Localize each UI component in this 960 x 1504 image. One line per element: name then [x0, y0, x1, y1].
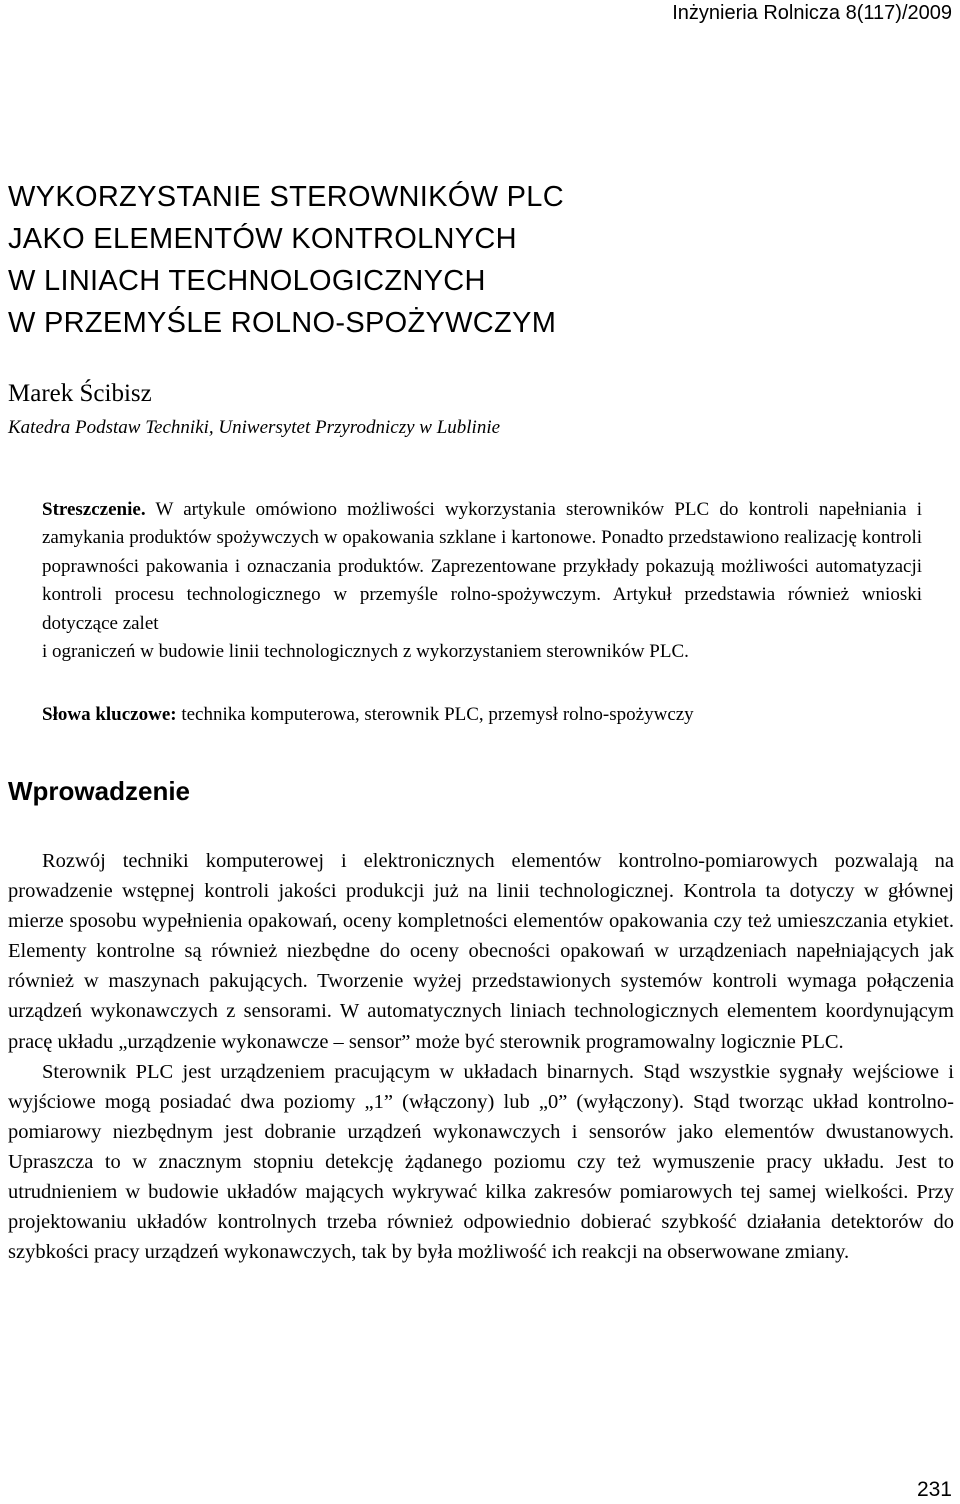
abstract-paragraph	[42, 496, 922, 638]
section-heading: Wprowadzenie	[8, 776, 191, 806]
title-line: JAKO ELEMENTÓW KONTROLNYCH	[8, 223, 517, 255]
author-name: Marek Ścibisz	[8, 380, 152, 407]
abstract-label: Streszczenie.	[42, 499, 146, 520]
title-line: W PRZEMYŚLE ROLNO-SPOŻYWCZYM	[8, 307, 557, 339]
journal-header: Inżynieria Rolnicza 8(117)/2009	[672, 2, 952, 24]
keywords-label: Słowa kluczowe:	[42, 704, 177, 725]
abstract-paragraph-continued	[42, 638, 922, 666]
body-paragraph: Rozwój techniki komputerowej i elektronicznych elementów kontrolno-pomiarowych pozwalają na prowadzenie wstępnej kontroli jakości produkcji już na linii technologicznej. Kontrola ta dotyczy w głównej mierze sposobu wypełnienia opakowań, oceny kompletności elementów opakowania czy też umieszczania etykiet. Elementy kontrolne są również niezbędne do oceny obecności opakowań w urządzeniach napełniających jak również w maszynach pakujących. Tworzenie wyżej przedstawionych systemów kontroli wymaga połączenia urządzeń wykonawczych z sensorami. W automatycznych liniach technologicznych elementem koordynującym pracę układu „urządzenie wykonawcze – sensor” może być sterownik programowalny logicznie PLC.	[8, 850, 954, 1053]
abstract-text: W artykule omówiono możliwości wykorzystania sterowników PLC do kontroli napełniania i zamykania produktów spożywczych w opakowania szklane i kartonowe. Ponadto przedstawiono realizację kontroli poprawności pakowania i oznaczania produktów. Zaprezentowane przykłady pokazują możliwości automatyzacji kontroli procesu technologicznego w przemyśle rolno-spożywczym. Artykuł przedstawia również wnioski dotyczące zalet	[42, 499, 922, 634]
section-body	[8, 846, 954, 1267]
abstract-text-continued: i ograniczeń w budowie linii technologicznych z wykorzystaniem sterowników PLC.	[42, 641, 689, 663]
abstract	[42, 496, 922, 666]
page-number: 231	[916, 1478, 952, 1501]
author-affiliation: Katedra Podstaw Techniki, Uniwersytet Przyrodniczy w Lublinie	[8, 417, 501, 438]
article-title	[8, 176, 938, 344]
title-line: W LINIACH TECHNOLOGICZNYCH	[8, 265, 486, 297]
title-line: WYKORZYSTANIE STEROWNIKÓW PLC	[8, 181, 564, 213]
body-paragraph: Sterownik PLC jest urządzeniem pracującym w układach binarnych. Stąd wszystkie sygnały wejściowe i wyjściowe mogą posiadać dwa poziomy „1” (włączony) lub „0” (wyłączony). Stąd tworząc układ kontrolno-pomiarowy niezbędnym jest dobranie urządzeń wykonawczych i sensorów jako elementów dwustanowych. Upraszcza to w znacznym stopniu detekcję żądanego poziomu czy też wymuszenie pracy układu. Jest to utrudnieniem w budowie układów mających wykrywać kilka zakresów pomiarowych tej samej wielkości. Przy projektowaniu układów kontrolnych trzeba również odpowiednio dobierać szybkość działania detektorów do szybkości pracy urządzeń wykonawczych, tak by była możliwość ich reakcji na obserwowane zmiany.	[8, 1060, 954, 1264]
keywords	[42, 704, 922, 726]
keywords-text: technika komputerowa, sterownik PLC, przemysł rolno-spożywczy	[181, 704, 694, 725]
